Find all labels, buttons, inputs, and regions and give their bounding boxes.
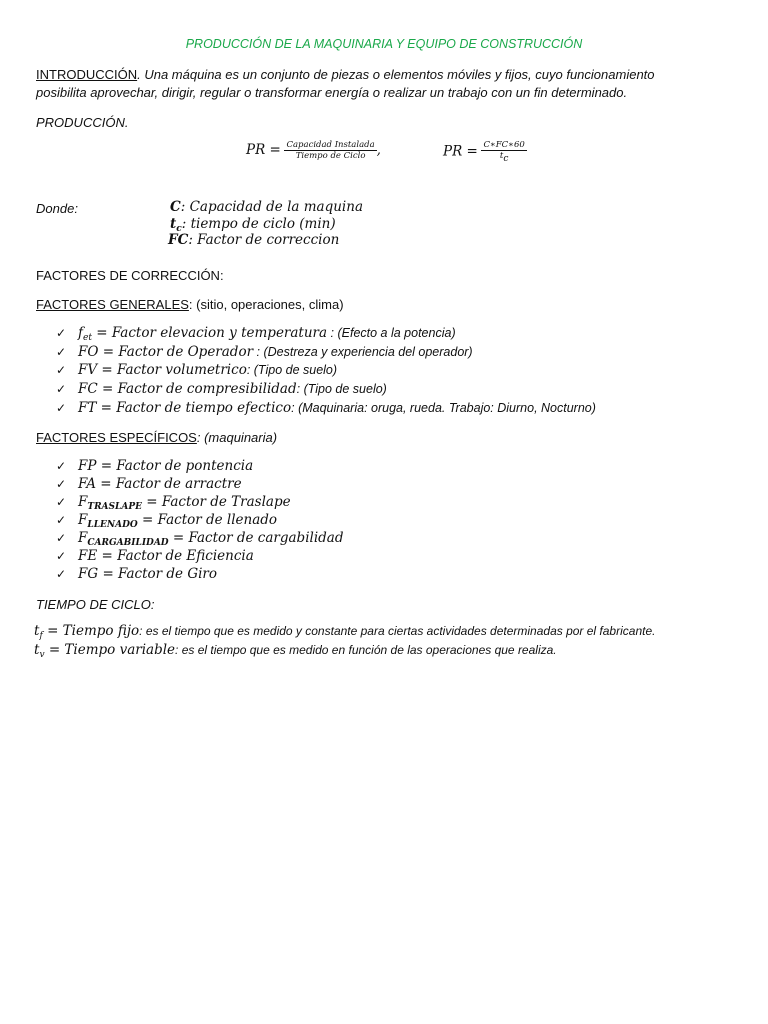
intro-text-1: . Una máquina es un conjunto de piezas o elementos móviles y fijos, cuyo funcionamiento (137, 67, 655, 82)
check-icon: ✓ (56, 401, 67, 415)
cycle-item-tv: $t_v$ = Tiempo variable: es el tiempo que es medido en función de las operaciones que realiza. (34, 642, 557, 660)
specific-item-fe: ✓ FE = Factor de Eficiencia (56, 548, 254, 564)
check-icon: ✓ (56, 459, 67, 473)
general-item-ft: ✓ FT = Factor de tiempo efectico: (Maquinaria: oruga, rueda. Trabajo: Diurno, Nocturno) (56, 400, 596, 416)
check-icon: ✓ (56, 382, 67, 396)
formula-production-2: PR = $\frac{C∗FC∗60}{t_c}$ (443, 140, 525, 164)
formula-production-1: PR = $\frac{\text{Capacidad Instalada}}{\text{Tiempo de Ciclo}}$ , (246, 140, 381, 161)
check-icon: ✓ (56, 495, 67, 509)
specific-item-fp: ✓ FP = Factor de pontencia (56, 458, 254, 474)
general-item-fc: ✓ FC = Factor de compresibilidad: (Tipo de suelo) (56, 381, 387, 397)
specific-item-fa: ✓ FA = Factor de arractre (56, 476, 242, 492)
specific-item-fllenado: ✓ $F_{LLENADO}$ = Factor de llenado (56, 512, 278, 530)
where-item-c: C: Capacidad de la maquina (170, 199, 363, 215)
where-item-fc: FC: Factor de correccion (168, 232, 340, 248)
general-item-fet: ✓ $f_{et}$ = Factor elevacion y temperatura : (Efecto a la potencia) (56, 325, 456, 343)
where-label: Donde: (36, 201, 78, 216)
production-heading: PRODUCCIÓN. (36, 115, 129, 130)
check-icon: ✓ (56, 326, 67, 340)
check-icon: ✓ (56, 477, 67, 491)
check-icon: ✓ (56, 345, 67, 359)
general-factors-heading: FACTORES GENERALES: (sitio, operaciones, clima) (36, 297, 344, 312)
specific-item-fg: ✓ FG = Factor de Giro (56, 566, 218, 582)
check-icon: ✓ (56, 513, 67, 527)
check-icon: ✓ (56, 363, 67, 377)
specific-factors-heading: FACTORES ESPECÍFICOS: (maquinaria) (36, 430, 278, 445)
cycle-heading: TIEMPO DE CICLO: (36, 597, 155, 612)
fraction-2: $\frac{C∗FC∗60}{t_c}$ (483, 140, 525, 164)
general-item-fo: ✓ FO = Factor de Operador : (Destreza y experiencia del operador) (56, 344, 473, 360)
correction-heading: FACTORES DE CORRECCIÓN: (36, 268, 224, 283)
fraction-1: $\frac{\text{Capacidad Instalada}}{\text{Tiempo de Ciclo}}$ (286, 140, 375, 161)
intro-label: INTRODUCCIÓN (36, 67, 138, 82)
check-icon: ✓ (56, 567, 67, 581)
check-icon: ✓ (56, 531, 67, 545)
document-title: PRODUCCIÓN DE LA MAQUINARIA Y EQUIPO DE CONSTRUCCIÓN (185, 37, 583, 51)
intro-line-1 (36, 67, 655, 82)
where-item-tc: $t_c$: tiempo de ciclo (min) (170, 216, 336, 234)
intro-text-2: posibilita aprovechar, dirigir, regular o transformar energía o realizar un trabajo con un fin determinado. (36, 85, 628, 100)
specific-item-fcargabilidad: ✓ $F_{CARGABILIDAD}$ = Factor de cargabilidad (56, 530, 344, 548)
check-icon: ✓ (56, 549, 67, 563)
specific-item-ftraslape: ✓ $F_{TRASLAPE}$ = Factor de Traslape (56, 494, 291, 512)
general-item-fv: ✓ FV = Factor volumetrico: (Tipo de suelo) (56, 362, 338, 378)
cycle-item-tf: $t_f$ = Tiempo fijo: es el tiempo que es medido y constante para ciertas actividades determinadas por el fabricante. (34, 623, 656, 641)
